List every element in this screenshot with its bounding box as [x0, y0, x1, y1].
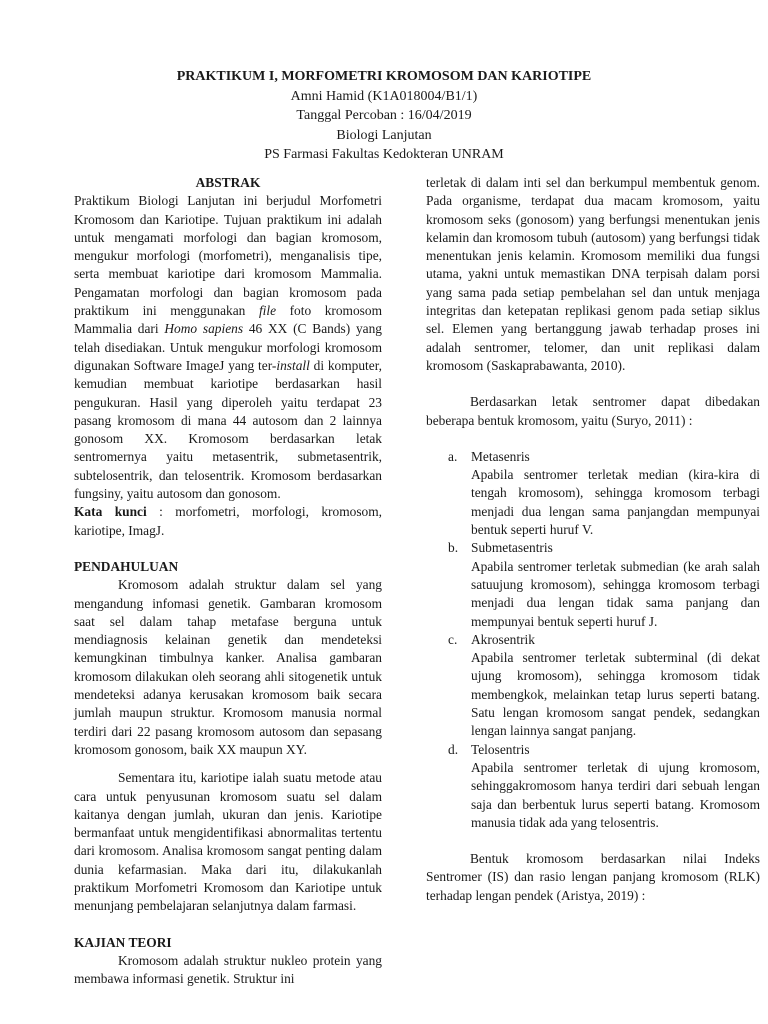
list-item — [426, 539, 760, 630]
abstract-text-part: foto kromosom Mammalia dari — [74, 303, 382, 337]
type-name: Submetasentris — [471, 540, 553, 556]
list-item — [426, 448, 760, 539]
list-marker: b. — [448, 540, 459, 556]
right-column — [426, 174, 760, 905]
abstract-species: Homo sapiens — [164, 321, 244, 337]
keywords-line — [74, 503, 382, 540]
keywords-label: Kata kunci — [74, 504, 147, 520]
abstract-heading: ABSTRAK — [195, 175, 261, 190]
type-name: Telosentris — [471, 741, 530, 757]
chromosome-type-list — [426, 448, 760, 832]
type-name: Metasenris — [471, 448, 530, 464]
list-marker: a. — [448, 448, 458, 464]
paper-title: PRAKTIKUM I, MORFOMETRI KROMOSOM DAN KARIOTIPE — [176, 69, 592, 84]
institution-line: PS Farmasi Fakultas Kedokteran UNRAM — [264, 147, 504, 162]
list-item — [426, 741, 760, 832]
left-column — [74, 174, 382, 988]
abstract-text-part: Praktikum Biologi Lanjutan ini berjudul Morfometri Kromosom dan Kariotipe. Tujuan praktikum ini adalah untuk mengamati morfologi dan bagian kromosom, mengukur morfologi (morfometri), menganalisis tipe, serta membuat kariotipe dari kromosom Mammalia. Pengamatan morfologi dan bagian kromosom pada praktikum ini menggunakan — [74, 193, 382, 319]
date-line: Tanggal Percoban : 16/04/2019 — [296, 108, 472, 123]
paper-header — [0, 67, 768, 165]
type-description: Apabila sentromer terletak subterminal (di dekat ujung kromosom), sehingga kromosom tidak membengkok, melainkan tetap lurus seperti batang. Satu lengan kromosom sangat pendek, sedangkan lengan lainnya sangat panjang. — [471, 650, 760, 739]
theory-paragraph-1-continued: terletak di dalam inti sel dan berkumpul membentuk genom. Pada organisme, terdapat dua macam kromosom, yaitu kromosom seks (gonosom) yang berfungsi menentukan jenis kelamin dan kromosom tubuh (autosom) yang berfungsi tidak menentukan jenis kelamin. Kromosom memiliki dua fungsi utama, yakni untuk memastikan DNA terpisah dalam porsi yang sama pada setiap pembelahan sel dan untuk menjaga integritas dan ketepatan replikasi genom pada setiap siklus sel. Elemen yang bertanggung jawab terhadap proses ini adalah sentromer, telomer, dan unit replikasi dalam kromosom (Saskaprabawanta, 2010). — [426, 175, 760, 373]
list-marker: c. — [448, 631, 458, 647]
type-name: Akrosentrik — [471, 631, 535, 647]
intro-heading: PENDAHULUAN — [74, 558, 179, 574]
abstract-paragraph — [74, 192, 382, 503]
theory-heading: KAJIAN TEORI — [74, 934, 172, 950]
intro-paragraph-1: Kromosom adalah struktur dalam sel yang mengandung infomasi genetik. Gambaran kromosom saat sel dalam tahap metafase berguna untuk mendiagnosis kelainan genetik dan mendeteksi kemungkinan timbulnya kanker. Analisa gambaran kromosom dilakukan oleh seorang ahli sitogenetik untuk mendeteksi adanya kerusakan kromosom baik secara jumlah maupun struktur. Kromosom manusia normal terdiri dari 22 pasang kromosom autosom dan sepasang kromosom gonosom, baik XX maupun XY. — [74, 577, 382, 757]
type-description: Apabila sentromer terletak di ujung kromosom, sehinggakromosom hanya terdiri dari sebuah lengan saja dan berbentuk lurus seperti batang. Kromosom manusia tidak ada yang telosentris. — [471, 759, 760, 830]
type-description: Apabila sentromer terletak submedian (ke arah salah satuujung kromosom), sehingga kromosom terbagi menjadi dua lengan tidak sama panjang dan mempunyai bentuk seperti huruf J. — [471, 558, 760, 629]
list-marker: d. — [448, 741, 459, 757]
theory-paragraph-1-start: Kromosom adalah struktur nukleo protein yang membawa informasi genetik. Struktur ini — [74, 952, 382, 987]
abstract-text-part: di komputer, kemudian membuat kariotipe berdasarkan hasil pengukuran. Hasil yang diperoleh yaitu terdapat 23 pasang kromosom di mana 44 autosom dan 2 lainnya gonosom XX. Kromosom berdasarkan letak sentromernya yaitu metasentrik, submetasentrik, subtelosentrik, dan telosentrik. Kromosom berdasarkan fungsiny, yaitu autosom dan gonosom. — [74, 357, 382, 502]
abstract-text-part: 46 XX (C Bands) yang telah disediakan. Untuk mengukur morfologi kromosom digunakan Software ImageJ yang ter- — [74, 321, 382, 373]
theory-paragraph-2: Berdasarkan letak sentromer dapat dibedakan beberapa bentuk kromosom, yaitu (Suryo, 2011) : — [426, 394, 760, 428]
abstract-file-word: file — [258, 303, 277, 319]
theory-paragraph-3: Bentuk kromosom berdasarkan nilai Indeks Sentromer (IS) dan rasio lengan panjang kromosom (RLK) terhadap lengan pendek (Aristya, 2019) : — [426, 851, 760, 903]
abstract-install-word: install — [276, 357, 310, 373]
course-line: Biologi Lanjutan — [336, 127, 432, 143]
list-item — [426, 631, 760, 741]
intro-paragraph-2: Sementara itu, kariotipe ialah suatu metode atau cara untuk penyusunan kromosom suatu sel dalam kaitanya dengan jumlah, ukuran dan jenis. Kariotipe bermanfaat untuk mengidentifikasi abnormalitas tertentu dari kromosom. Analisa kromosom sangat penting dalam dunia kefarmasian. Maka dari itu, dilakukanlah praktikum Morfometri Kromosom dan Kariotipe untuk menunjang pembelajaran selanjutnya dalam farmasi. — [74, 770, 382, 914]
type-description: Apabila sentromer terletak median (kira-kira di tengah kromosom), sehingga kromosom terbagi menjadi dua lengan sama panjangdan mempunyai bentuk seperti huruf V. — [471, 467, 760, 538]
author-line: Amni Hamid (K1A018004/B1/1) — [290, 88, 478, 104]
keywords-text: : morfometri, morfologi, kromosom, kariotipe, ImagJ. — [74, 504, 382, 538]
